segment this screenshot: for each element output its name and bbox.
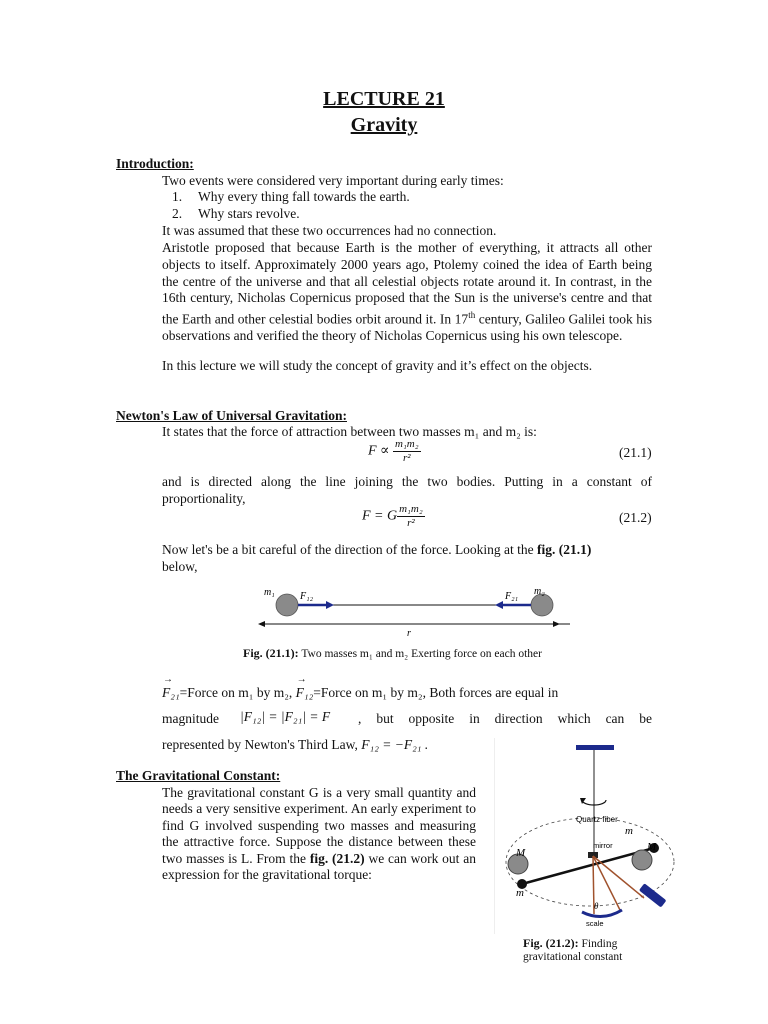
quartz-fiber-label: Quartz fiber bbox=[576, 815, 618, 824]
gconst-paragraph bbox=[162, 785, 476, 883]
figure-21-1 bbox=[250, 582, 570, 642]
magnitude-word: magnitude bbox=[162, 711, 219, 726]
fig-21-2-caption bbox=[523, 936, 617, 951]
fiber-mount bbox=[576, 745, 614, 750]
telescope bbox=[639, 883, 667, 907]
label-M-right: M bbox=[647, 841, 657, 853]
lecture-topic: Gravity bbox=[350, 114, 418, 136]
third-law-line bbox=[162, 737, 428, 753]
intro-item-1-num: 1. bbox=[172, 189, 183, 204]
third-law-equation: F₁₂ = −F₂₁ . bbox=[361, 737, 429, 752]
eq2-fraction bbox=[397, 503, 425, 530]
eq1-numerator: m₁m₂ bbox=[395, 438, 419, 450]
history-text-a: Aristotle proposed that because Earth is the mother of everything, it attracts all other objects to itself. Approximately 2000 years ago, Ptolemy coined the idea of Earth being the centre of the universe and that all celestial objects rotate around it. In contrast, in the 16th century, Nicholas Copernicus proposed that the Sun is the universe's centre and that the Earth and other celestial bodies orbit around it. In 17 bbox=[162, 240, 652, 327]
vec-f21: → F₂₁ bbox=[162, 685, 180, 701]
magnitude-equation: |F₁₂| = |F₂₁| = F bbox=[240, 709, 331, 724]
opposite-direction: , but opposite in direction which can be bbox=[358, 711, 652, 726]
mass-m1-circle bbox=[276, 594, 298, 616]
gconst-heading: The Gravitational Constant: bbox=[116, 768, 281, 783]
equation-21-1-label: (21.1) bbox=[619, 445, 652, 460]
fig-21-2-caption-text: Finding bbox=[578, 938, 618, 950]
below-text: below, bbox=[162, 558, 198, 574]
fig-21-2-caption-label: Fig. (21.2): bbox=[523, 936, 579, 950]
newton-careful bbox=[162, 542, 652, 576]
fig-21-1-ref: fig. (21.1) bbox=[537, 542, 592, 557]
lecture-number: LECTURE 21 bbox=[323, 88, 445, 110]
gconst-text-b: we can work out an expression for the gravitational torque: bbox=[162, 850, 476, 883]
eq1-denominator: r² bbox=[403, 452, 411, 464]
eq1-fraction bbox=[393, 438, 421, 465]
label-m-left: m bbox=[516, 887, 524, 899]
newton-heading: Newton's Law of Universal Gravitation: bbox=[116, 408, 347, 423]
fig-21-1-caption bbox=[243, 646, 542, 661]
label-f21: F₂₁ bbox=[505, 591, 519, 602]
f12-definition: =Force on m₁ by m₂, Both forces are equal in bbox=[313, 685, 559, 700]
history-superscript: th bbox=[468, 310, 476, 321]
eq1-lhs: F ∝ bbox=[368, 443, 390, 459]
scale-arc bbox=[582, 910, 622, 917]
intro-heading: Introduction: bbox=[116, 156, 194, 171]
force-f12-arrowhead bbox=[326, 601, 334, 609]
intro-item-2-num: 2. bbox=[172, 206, 183, 221]
label-m1: m₁ bbox=[264, 587, 275, 598]
eq2-denominator: r² bbox=[407, 517, 415, 529]
history-text-b: century, Galileo Galilei took his observations and verified the theory of Nicholas Copernicus using his own telescope. bbox=[162, 311, 652, 344]
intro-closing: In this lecture we will study the concept of gravity and it’s effect on the objects. bbox=[162, 358, 593, 373]
equation-21-2-label: (21.2) bbox=[619, 510, 652, 525]
fig-21-2-caption-line2: gravitational constant bbox=[523, 951, 623, 963]
eq2-lhs: F = G bbox=[362, 508, 398, 524]
mirror-label: mirror bbox=[593, 841, 613, 850]
distance-right-head bbox=[553, 621, 560, 627]
f21-definition: =Force on m₁ by m₂, bbox=[179, 685, 296, 700]
intro-no-connection: It was assumed that these two occurrences had no connection. bbox=[162, 223, 497, 238]
label-theta: θ bbox=[594, 901, 599, 911]
figure-21-2 bbox=[494, 738, 678, 934]
vec-f12: → F₁₂ bbox=[296, 685, 314, 701]
label-r: r bbox=[407, 628, 411, 639]
label-f12: F₁₂ bbox=[300, 591, 314, 602]
label-m-right: m bbox=[625, 825, 633, 837]
newton-statement: It states that the force of attraction between two masses m₁ and m₂ is: bbox=[162, 424, 537, 439]
eq2-numerator: m₁m₂ bbox=[399, 503, 423, 515]
third-law-text: represented by Newton's Third Law, bbox=[162, 737, 362, 752]
force-f21-arrowhead bbox=[495, 601, 503, 609]
intro-item-1: Why every thing fall towards the earth. bbox=[198, 189, 410, 204]
equation-21-2 bbox=[362, 503, 425, 530]
fig-21-2-ref: fig. (21.2) bbox=[309, 850, 365, 866]
equation-21-1 bbox=[368, 438, 421, 465]
intro-history-paragraph bbox=[162, 240, 652, 345]
fig-21-1-caption-label: Fig. (21.1): bbox=[243, 646, 299, 660]
force-definition-line bbox=[162, 685, 558, 701]
label-M-left: M bbox=[516, 847, 526, 859]
careful-text: Now let's be a bit careful of the direction of the force. Looking at the bbox=[162, 542, 538, 557]
intro-item-2: Why stars revolve. bbox=[198, 206, 300, 221]
fig-21-1-caption-text: Two masses m₁ and m₂ Exerting force on each other bbox=[298, 648, 542, 660]
gconst-text-a: The gravitational constant G is a very small quantity and needs a very sensitive experiment. An early experiment to find G involved suspending two masses and measuring the attractive force. Suppose the distance between these two masses is L. From the bbox=[162, 785, 476, 866]
distance-left-head bbox=[258, 621, 265, 627]
intro-lead: Two events were considered very important during early times: bbox=[162, 173, 504, 188]
large-mass-right bbox=[632, 850, 652, 870]
mass-m2-circle bbox=[531, 594, 553, 616]
label-m2: m₂ bbox=[534, 586, 545, 597]
scale-label: scale bbox=[586, 919, 604, 928]
newton-directed: and is directed along the line joining the two bodies. Putting in a constant of proportionality, bbox=[162, 474, 652, 506]
